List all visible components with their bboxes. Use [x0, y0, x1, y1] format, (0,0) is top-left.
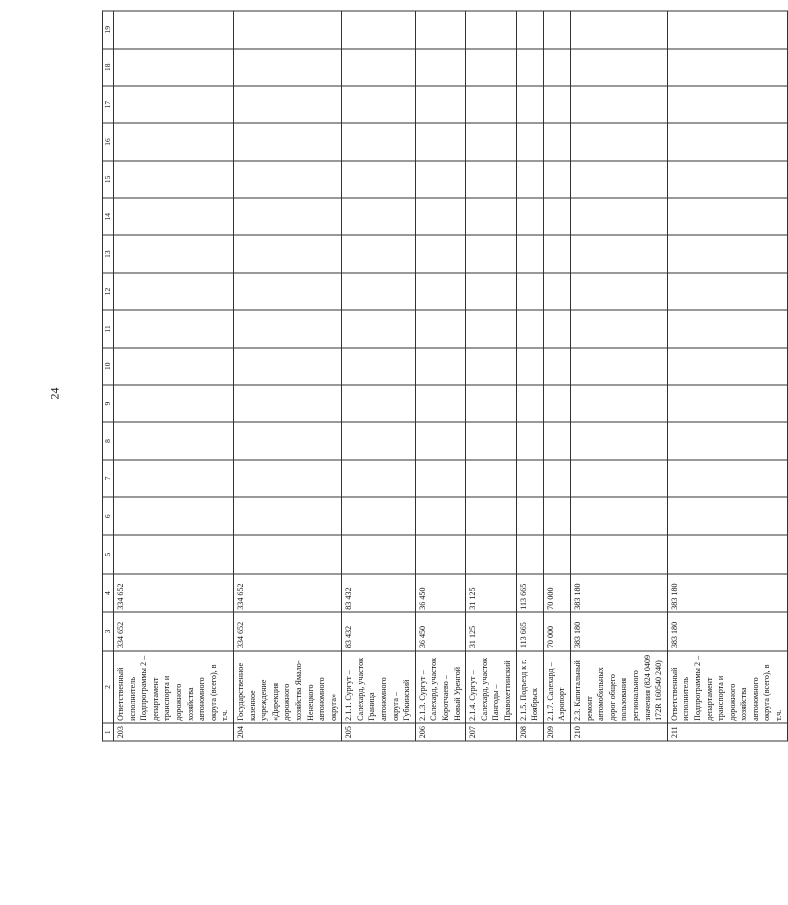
empty-cell: [466, 385, 516, 422]
empty-cell: [543, 348, 570, 385]
row-number: 203: [114, 723, 234, 741]
empty-cell: [570, 348, 667, 385]
column-number: 15: [103, 161, 114, 198]
empty-cell: [466, 86, 516, 123]
value-col4: 31 125: [466, 574, 516, 612]
empty-cell: [570, 49, 667, 86]
empty-cell: [114, 86, 234, 123]
empty-cell: [415, 198, 465, 235]
empty-cell: [543, 310, 570, 347]
column-number: 10: [103, 348, 114, 385]
empty-cell: [543, 11, 570, 49]
empty-cell: [114, 161, 234, 198]
table-row: [543, 11, 570, 741]
empty-cell: [667, 198, 787, 235]
value-col3: 334 652: [114, 612, 234, 650]
column-number: 9: [103, 385, 114, 422]
empty-cell: [233, 535, 341, 573]
empty-cell: [114, 235, 234, 272]
empty-cell: [667, 385, 787, 422]
empty-cell: [114, 49, 234, 86]
column-number: 19: [103, 11, 114, 49]
value-col4: 113 665: [516, 574, 543, 612]
page-number: 24: [47, 387, 62, 400]
empty-cell: [667, 161, 787, 198]
row-name: 2.1.7. Салехард – Аэропорт: [543, 651, 570, 724]
value-col4: 383 180: [667, 574, 787, 612]
value-col3: 31 125: [466, 612, 516, 650]
column-number: 8: [103, 422, 114, 459]
empty-cell: [233, 49, 341, 86]
empty-cell: [667, 310, 787, 347]
empty-cell: [667, 273, 787, 310]
empty-cell: [466, 49, 516, 86]
empty-cell: [516, 11, 543, 49]
column-number: 3: [103, 612, 114, 650]
empty-cell: [466, 123, 516, 160]
empty-cell: [516, 86, 543, 123]
empty-cell: [543, 385, 570, 422]
empty-cell: [342, 235, 416, 272]
empty-cell: [114, 310, 234, 347]
column-number: 6: [103, 497, 114, 535]
empty-cell: [570, 86, 667, 123]
empty-cell: [233, 348, 341, 385]
empty-cell: [233, 460, 341, 497]
empty-cell: [415, 273, 465, 310]
row-number: 209: [543, 723, 570, 741]
empty-cell: [570, 385, 667, 422]
empty-cell: [342, 385, 416, 422]
empty-cell: [342, 535, 416, 573]
empty-cell: [543, 123, 570, 160]
value-col3: 383 180: [667, 612, 787, 650]
empty-cell: [342, 123, 416, 160]
empty-cell: [415, 235, 465, 272]
empty-cell: [570, 273, 667, 310]
row-number: 206: [415, 723, 465, 741]
empty-cell: [415, 86, 465, 123]
empty-cell: [667, 11, 787, 49]
empty-cell: [466, 348, 516, 385]
empty-cell: [570, 310, 667, 347]
empty-cell: [516, 161, 543, 198]
empty-cell: [342, 11, 416, 49]
empty-cell: [342, 460, 416, 497]
empty-cell: [233, 273, 341, 310]
rotated-table-container: [102, 11, 784, 742]
empty-cell: [233, 86, 341, 123]
empty-cell: [114, 348, 234, 385]
empty-cell: [516, 123, 543, 160]
column-number: 11: [103, 310, 114, 347]
empty-cell: [543, 497, 570, 535]
row-name: 2.1.5. Подъезд к г. Ноябрьск: [516, 651, 543, 724]
table-row: [570, 11, 667, 741]
empty-cell: [667, 123, 787, 160]
column-number: 16: [103, 123, 114, 160]
empty-cell: [466, 11, 516, 49]
row-name: Ответственный исполнитель Подпрограммы 2 – департамент транспорта и дорожного хозяйства автономного округа (всего), в т.ч.: [114, 651, 234, 724]
empty-cell: [466, 235, 516, 272]
empty-cell: [543, 460, 570, 497]
empty-cell: [415, 11, 465, 49]
table-row: [342, 11, 416, 741]
empty-cell: [114, 198, 234, 235]
empty-cell: [466, 497, 516, 535]
row-name: Ответственный исполнитель Подпрограммы 2 – департамент транспорта и дорожного хозяйства автономного округа (всего), в т.ч.: [667, 651, 787, 724]
empty-cell: [342, 497, 416, 535]
empty-cell: [543, 198, 570, 235]
empty-cell: [342, 161, 416, 198]
empty-cell: [516, 198, 543, 235]
value-col4: 83 432: [342, 574, 416, 612]
empty-cell: [667, 460, 787, 497]
empty-cell: [516, 49, 543, 86]
empty-cell: [342, 310, 416, 347]
empty-cell: [233, 161, 341, 198]
empty-cell: [114, 460, 234, 497]
column-number: 5: [103, 535, 114, 573]
value-col4: 70 000: [543, 574, 570, 612]
column-number: 12: [103, 273, 114, 310]
empty-cell: [516, 235, 543, 272]
table-row: [516, 11, 543, 741]
table-row: [667, 11, 787, 741]
column-number-row: [103, 11, 114, 741]
empty-cell: [516, 422, 543, 459]
empty-cell: [516, 310, 543, 347]
empty-cell: [114, 385, 234, 422]
empty-cell: [415, 123, 465, 160]
empty-cell: [570, 422, 667, 459]
empty-cell: [415, 348, 465, 385]
value-col3: 36 450: [415, 612, 465, 650]
column-number: 4: [103, 574, 114, 612]
empty-cell: [570, 235, 667, 272]
empty-cell: [543, 49, 570, 86]
row-number: 207: [466, 723, 516, 741]
table-row: [466, 11, 516, 741]
empty-cell: [466, 460, 516, 497]
column-number: 18: [103, 49, 114, 86]
empty-cell: [516, 385, 543, 422]
empty-cell: [516, 497, 543, 535]
empty-cell: [415, 422, 465, 459]
empty-cell: [570, 161, 667, 198]
empty-cell: [570, 460, 667, 497]
empty-cell: [114, 535, 234, 573]
empty-cell: [233, 422, 341, 459]
empty-cell: [114, 11, 234, 49]
row-name: 2.1.1. Сургут – Салехард, участок Граница автономного округа – Губкинский: [342, 651, 416, 724]
empty-cell: [233, 310, 341, 347]
row-number: 210: [570, 723, 667, 741]
empty-cell: [570, 11, 667, 49]
empty-cell: [543, 422, 570, 459]
empty-cell: [570, 198, 667, 235]
empty-cell: [667, 49, 787, 86]
value-col3: 70 000: [543, 612, 570, 650]
column-number: 1: [103, 723, 114, 741]
empty-cell: [570, 123, 667, 160]
empty-cell: [667, 497, 787, 535]
empty-cell: [570, 535, 667, 573]
empty-cell: [342, 49, 416, 86]
empty-cell: [415, 310, 465, 347]
empty-cell: [543, 86, 570, 123]
budget-table: [102, 11, 788, 742]
empty-cell: [415, 460, 465, 497]
empty-cell: [543, 535, 570, 573]
empty-cell: [516, 273, 543, 310]
empty-cell: [516, 460, 543, 497]
empty-cell: [415, 385, 465, 422]
empty-cell: [233, 497, 341, 535]
empty-cell: [114, 273, 234, 310]
empty-cell: [543, 235, 570, 272]
value-col3: 83 432: [342, 612, 416, 650]
row-number: 204: [233, 723, 341, 741]
table-row: [233, 11, 341, 741]
empty-cell: [342, 422, 416, 459]
empty-cell: [342, 198, 416, 235]
value-col3: 334 652: [233, 612, 341, 650]
row-number: 205: [342, 723, 416, 741]
value-col4: 334 652: [114, 574, 234, 612]
empty-cell: [466, 198, 516, 235]
empty-cell: [233, 11, 341, 49]
empty-cell: [543, 161, 570, 198]
empty-cell: [516, 535, 543, 573]
value-col4: 383 180: [570, 574, 667, 612]
table-row: [415, 11, 465, 741]
empty-cell: [415, 161, 465, 198]
empty-cell: [543, 273, 570, 310]
empty-cell: [114, 422, 234, 459]
empty-cell: [342, 273, 416, 310]
empty-cell: [667, 348, 787, 385]
empty-cell: [466, 161, 516, 198]
empty-cell: [667, 535, 787, 573]
empty-cell: [466, 535, 516, 573]
column-number: 2: [103, 651, 114, 724]
empty-cell: [466, 310, 516, 347]
empty-cell: [466, 422, 516, 459]
empty-cell: [415, 497, 465, 535]
value-col3: 113 665: [516, 612, 543, 650]
column-number: 17: [103, 86, 114, 123]
empty-cell: [233, 198, 341, 235]
value-col3: 383 180: [570, 612, 667, 650]
empty-cell: [667, 235, 787, 272]
row-number: 211: [667, 723, 787, 741]
row-name: Государственное казенное учреждение «Дирекция дорожного хозяйства Ямало-Ненецкого автономного округа»: [233, 651, 341, 724]
column-number: 14: [103, 198, 114, 235]
empty-cell: [114, 123, 234, 160]
column-number: 7: [103, 460, 114, 497]
empty-cell: [415, 535, 465, 573]
empty-cell: [466, 273, 516, 310]
empty-cell: [233, 235, 341, 272]
empty-cell: [233, 385, 341, 422]
column-number: 13: [103, 235, 114, 272]
empty-cell: [667, 86, 787, 123]
empty-cell: [667, 422, 787, 459]
empty-cell: [233, 123, 341, 160]
empty-cell: [114, 497, 234, 535]
table-row: [114, 11, 234, 741]
row-name: 2.1.3. Сургут – Салехард, участок Коротчаево – Новый Уренгой: [415, 651, 465, 724]
empty-cell: [415, 49, 465, 86]
empty-cell: [570, 497, 667, 535]
row-name: 2.1.4. Сургут – Салехард, участок Пангоды – Правохеттинский: [466, 651, 516, 724]
value-col4: 334 652: [233, 574, 341, 612]
value-col4: 36 450: [415, 574, 465, 612]
empty-cell: [516, 348, 543, 385]
empty-cell: [342, 86, 416, 123]
row-number: 208: [516, 723, 543, 741]
empty-cell: [342, 348, 416, 385]
row-name: 2.3. Капитальный ремонт автомобильных дорог общего пользования регионального значения (824 0409 172R 160540 240): [570, 651, 667, 724]
